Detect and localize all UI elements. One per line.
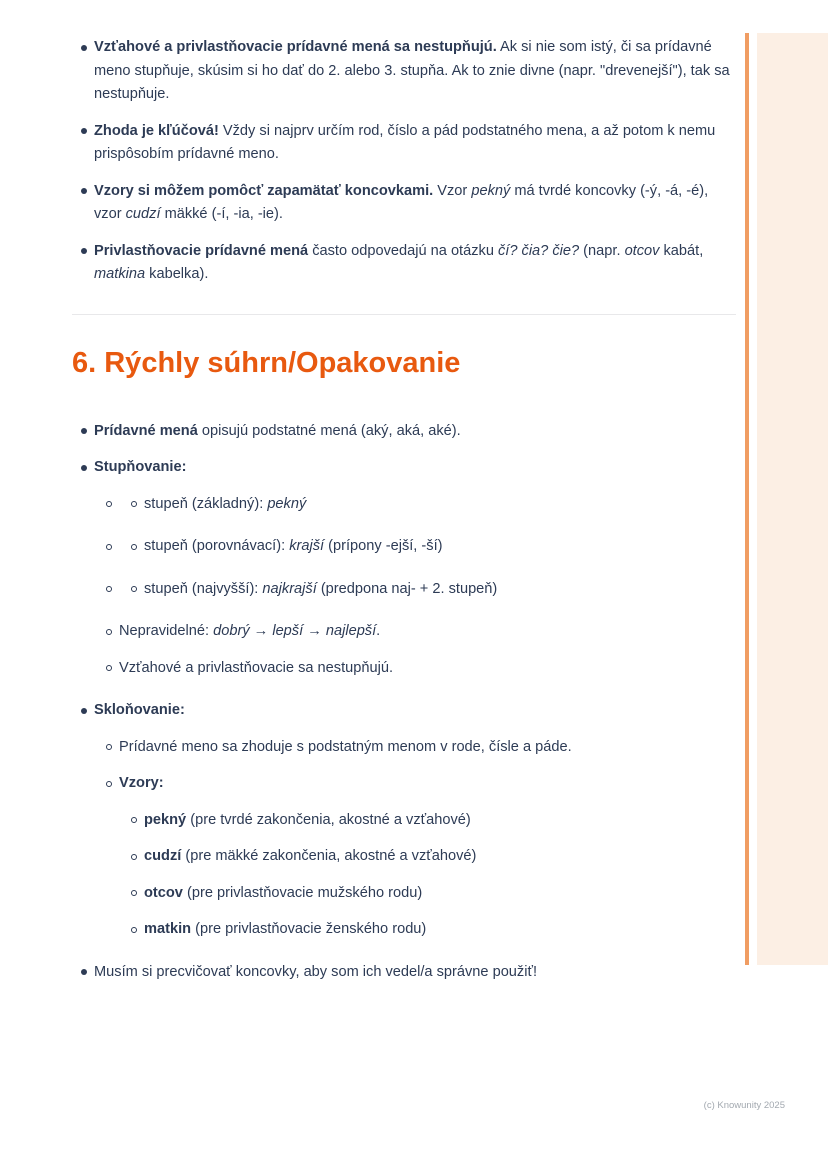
text-run: krajší xyxy=(289,538,325,554)
list-item-text xyxy=(94,961,736,985)
list-item-text xyxy=(144,809,736,833)
text-run: čí? čia? čie? xyxy=(498,242,580,259)
text-run: (prípony -ejší, -ší) xyxy=(324,538,443,554)
list-item xyxy=(105,493,736,517)
text-run: Musím si precvičovať koncovky, aby som ich vedel/a správne použiť! xyxy=(94,963,537,980)
text-run: Nepravidelné: xyxy=(119,623,214,639)
list-item xyxy=(105,736,736,760)
bullet-circle-marker xyxy=(130,578,144,602)
text-run: otcov xyxy=(624,242,660,259)
text-run: cudzí xyxy=(144,848,182,864)
text-run: (pre tvrdé zakončenia, akostné a vzťahové) xyxy=(186,811,471,828)
summary-bullet-list xyxy=(72,420,736,985)
list-item-text xyxy=(144,493,736,517)
text-run: stupeň (porovnávací): xyxy=(144,538,290,554)
list-item xyxy=(105,535,736,559)
text-run: najkrajší xyxy=(262,580,317,597)
list-item xyxy=(130,882,736,906)
text-run: Vzor xyxy=(433,182,472,199)
notes-bullet-list xyxy=(72,36,736,287)
bullet-circle-marker xyxy=(130,535,144,559)
bullet-circle-marker xyxy=(105,578,130,602)
text-run: Prídavné mená xyxy=(94,422,198,439)
list-item xyxy=(80,961,736,985)
text-run: (predpona naj- + 2. stupeň) xyxy=(316,580,498,597)
list-item-text xyxy=(119,736,736,760)
text-run: kabelka). xyxy=(145,266,209,282)
list-item-text xyxy=(144,918,736,942)
text-run: lepší xyxy=(272,623,304,639)
text-run: často odpovedajú na otázku xyxy=(308,242,498,259)
right-accent-line xyxy=(745,33,749,965)
text-run: Skloňovanie: xyxy=(94,702,185,718)
text-run: Vzťahové a privlastňovacie prídavné mená sa nestupňujú. xyxy=(94,39,497,55)
list-item-text xyxy=(119,620,736,644)
bullet-disc-marker xyxy=(80,699,94,723)
text-run: Vzory si môžem pomôcť zapamätať koncovkami. xyxy=(94,182,434,199)
bullet-circle-marker xyxy=(130,809,144,833)
list-item xyxy=(105,657,736,681)
list-item-text xyxy=(94,420,736,444)
bullet-disc-marker xyxy=(80,120,94,167)
text-run: dobrý xyxy=(213,623,250,639)
text-run: → xyxy=(303,623,326,639)
bullet-circle-marker xyxy=(105,493,130,517)
bullet-circle-marker xyxy=(105,535,130,559)
list-item-text xyxy=(94,120,736,167)
bullet-circle-marker xyxy=(130,845,144,869)
bullet-circle-marker xyxy=(130,918,144,942)
list-item xyxy=(80,456,736,480)
list-item xyxy=(130,918,736,942)
text-run: pekný xyxy=(471,182,511,199)
bullet-disc-marker xyxy=(80,240,94,287)
list-item-text xyxy=(94,180,736,227)
bullet-circle-marker xyxy=(105,736,119,760)
right-accent-band xyxy=(757,33,828,965)
bullet-circle-marker xyxy=(130,493,144,517)
text-run: kabát, xyxy=(659,242,704,259)
text-run: Vzťahové a privlastňovacie sa nestupňujú. xyxy=(119,659,394,676)
bullet-circle-marker xyxy=(105,772,119,796)
list-item-text xyxy=(94,456,736,480)
list-item xyxy=(80,240,736,287)
text-run: najlepší xyxy=(325,623,377,639)
text-run: Prídavné meno sa zhoduje s podstatným menom v rode, čísle a páde. xyxy=(119,738,572,755)
text-run: Ak si nie som istý, či sa prídavné meno stupňuje, skúsim si ho dať do 2. alebo 3. stupňa. Ak to znie divne (napr. "drevenejší"), tak sa nestupňuje. xyxy=(94,39,730,102)
bullet-disc-marker xyxy=(80,36,94,107)
text-run: (napr. xyxy=(579,242,625,259)
text-run: otcov xyxy=(144,884,183,901)
list-item xyxy=(105,772,736,796)
section-heading: 6. Rýchly súhrn/Opakovanie xyxy=(72,346,461,379)
text-run: stupeň (základný): xyxy=(144,495,268,512)
list-item-text xyxy=(94,699,736,723)
list-item-text xyxy=(144,882,736,906)
list-item-text xyxy=(94,36,736,107)
list-item xyxy=(80,180,736,227)
list-item xyxy=(80,36,736,107)
text-run: . xyxy=(376,623,381,639)
list-item-text xyxy=(144,578,736,602)
bullet-disc-marker xyxy=(80,456,94,480)
list-item xyxy=(80,699,736,723)
list-item-text xyxy=(144,845,736,869)
text-run: pekný xyxy=(144,811,187,828)
text-run: Vždy si najprv určím rod, číslo a pád podstatného mena, a až potom k nemu prispôsobím prídavné meno. xyxy=(94,122,716,162)
text-run: Stupňovanie: xyxy=(94,459,187,475)
list-item xyxy=(80,420,736,444)
text-run: opisujú podstatné mená (aký, aká, aké). xyxy=(197,422,461,439)
list-item-text xyxy=(119,657,736,681)
list-item xyxy=(105,578,736,602)
list-item xyxy=(80,120,736,167)
bullet-disc-marker xyxy=(80,961,94,985)
text-run: (pre privlastňovacie ženského rodu) xyxy=(191,921,427,937)
text-run: mäkké (-í, -ia, -ie). xyxy=(160,206,283,222)
text-run: (pre mäkké zakončenia, akostné a vzťahové) xyxy=(181,848,477,864)
bullet-circle-marker xyxy=(130,882,144,906)
list-item-text xyxy=(144,535,736,559)
text-run: má tvrdé koncovky (-ý, -á, -é), vzor xyxy=(94,182,709,222)
text-run: matkina xyxy=(94,266,146,282)
list-item-text xyxy=(119,772,736,796)
text-run: pekný xyxy=(267,495,307,512)
text-run: Privlastňovacie prídavné mená xyxy=(94,242,309,259)
bullet-disc-marker xyxy=(80,420,94,444)
bullet-circle-marker xyxy=(105,657,119,681)
text-run: (pre privlastňovacie mužského rodu) xyxy=(182,884,423,901)
list-item xyxy=(105,620,736,644)
bullet-circle-marker xyxy=(105,620,119,644)
text-run: cudzí xyxy=(125,206,161,222)
text-run: matkin xyxy=(144,921,192,937)
text-run: stupeň (najvyšší): xyxy=(144,580,263,597)
list-item xyxy=(130,809,736,833)
bullet-disc-marker xyxy=(80,180,94,227)
content xyxy=(72,36,736,997)
text-run: Vzory: xyxy=(119,775,164,791)
text-run: Zhoda je kľúčová! xyxy=(94,122,219,139)
section-divider xyxy=(72,314,736,315)
list-item xyxy=(130,845,736,869)
list-item-text xyxy=(94,240,736,287)
text-run: → xyxy=(249,623,273,639)
footer-copyright: (c) Knowunity 2025 xyxy=(703,1100,785,1111)
